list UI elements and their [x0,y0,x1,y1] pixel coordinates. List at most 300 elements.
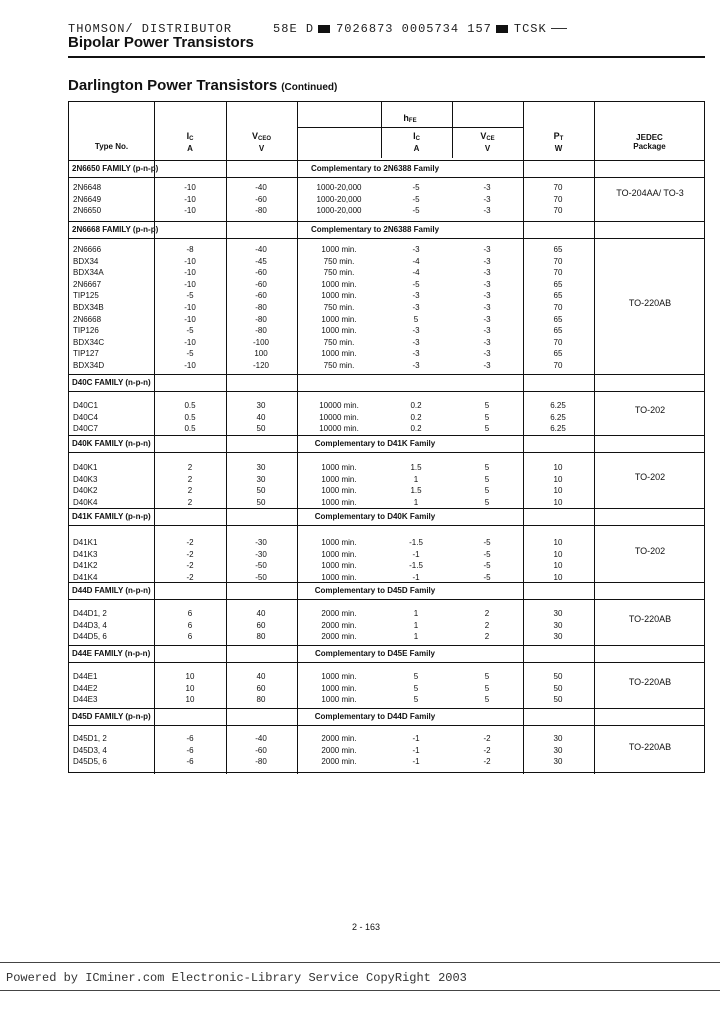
value-cell: -3 [412,361,420,370]
package-cell: TO-220AB [628,741,672,752]
value-cell: 1000 min. [321,463,357,472]
value-cell: -5 [186,349,194,359]
value-cell: -60 [255,268,267,278]
value-cell: 80 [256,695,266,705]
value-cell: -5 [483,538,491,547]
family-heading: D44E FAMILY (n-p-n) [72,649,151,658]
type-number-cell: BDX34C [73,337,105,347]
value-cell: 5 [484,401,490,410]
value-cell: -5 [412,194,420,204]
value-cell: 2000 min. [321,609,357,618]
value-cell: 1 [413,632,419,642]
value-cell: 1.5 [410,463,422,472]
value-cell: -3 [412,326,420,336]
value-cell: 5 [484,695,490,705]
type-number-cell: D40K1 [73,463,98,472]
footer-text: Powered by ICminer.com Electronic-Library Service CopyRight 2003 [6,971,467,985]
package-cell: TO-220AB [628,298,672,308]
type-number-cell: TIP127 [73,349,99,359]
value-cell: -6 [186,734,194,743]
value-cell: -60 [255,291,267,301]
value-cell: 10 [553,474,563,484]
value-cell: 1000 min. [321,672,357,681]
value-cell: 60 [256,683,266,693]
family-divider [69,435,705,436]
value-cell: 10 [185,672,195,681]
type-number-cell: BDX34D [73,361,105,370]
value-cell: 5 [484,672,490,681]
value-cell: 30 [553,757,563,767]
family-complement-note: Complementary to D45E Family [314,649,436,658]
value-cell: 2 [484,620,490,630]
value-cell: -40 [255,245,267,254]
section-subtitle: (Continued) [281,82,338,93]
value-cell: 80 [256,632,266,642]
value-cell: 1000 min. [321,572,357,582]
value-cell: -2 [483,734,491,743]
value-cell: -4 [412,256,420,266]
value-cell: -10 [184,268,196,278]
family-heading: D41K FAMILY (p-n-p) [72,512,151,521]
value-cell: 65 [553,245,563,254]
value-cell: 6 [187,609,193,618]
value-cell: 6.25 [550,401,566,410]
type-number-cell: D44E3 [73,695,98,705]
value-cell: 5 [484,474,490,484]
value-cell: -60 [255,279,267,289]
document-title: Bipolar Power Transistors [68,34,254,51]
value-cell: -3 [483,183,491,192]
type-number-cell: D44D3, 4 [73,620,107,630]
family-heading: D40C FAMILY (n-p-n) [72,378,151,387]
family-heading: 2N6650 FAMILY (p-n-p) [72,164,159,173]
value-cell: 1000 min. [321,474,357,484]
family-divider [69,708,705,709]
value-cell: -40 [255,734,267,743]
value-cell: 1000 min. [321,695,357,705]
family-heading-divider [69,391,705,392]
family-divider [69,160,705,161]
type-number-cell: BDX34A [73,268,104,278]
value-cell: 70 [553,206,563,216]
value-cell: 65 [553,314,563,324]
type-number-cell: D40C1 [73,401,98,410]
value-cell: 30 [553,734,563,743]
package-cell: TO-220AB [628,677,672,687]
value-cell: 5 [484,424,490,434]
type-number-cell: D44E1 [73,672,98,681]
value-cell: 1 [413,474,419,484]
transistor-table [68,101,705,773]
value-cell: 2 [187,474,193,484]
value-cell: -80 [255,757,267,767]
value-cell: -1 [412,734,420,743]
family-heading: 2N6668 FAMILY (p-n-p) [72,225,159,234]
title-rule [68,56,705,58]
family-complement-note: Complementary to D44D Family [314,712,436,721]
value-cell: -1 [412,757,420,767]
value-cell: -10 [184,314,196,324]
value-cell: 10 [185,695,195,705]
type-number-cell: TIP126 [73,326,99,336]
value-cell: 10 [553,538,563,547]
value-cell: 0.5 [184,412,196,422]
family-complement-note: Complementary to D41K Family [314,439,436,448]
value-cell: 50 [553,683,563,693]
value-cell: 30 [553,609,563,618]
col-divider [297,102,298,774]
family-heading-divider [69,238,705,239]
type-number-cell: D40K2 [73,486,98,496]
package-cell: TO-202 [634,472,666,482]
col-header-vceo: $V_{CEO}$ V [251,131,272,153]
value-cell: -10 [184,337,196,347]
value-cell: 0.5 [184,401,196,410]
value-cell: -3 [483,291,491,301]
black-block-icon [496,25,508,33]
value-cell: 40 [256,412,266,422]
header-code-mid: 58E D [273,22,315,36]
family-heading: D40K FAMILY (n-p-n) [72,439,151,448]
type-number-cell: TIP125 [73,291,99,301]
value-cell: 40 [256,672,266,681]
value-cell: -3 [412,337,420,347]
value-cell: -80 [255,303,267,312]
type-number-cell: D40C4 [73,412,98,422]
header-code-number: 7026873 0005734 157 [336,22,492,36]
value-cell: -2 [483,745,491,755]
value-cell: -5 [412,279,420,289]
value-cell: 2000 min. [321,757,357,767]
col-divider [523,102,524,774]
value-cell: 5 [484,497,490,507]
footer-rule-bottom [0,990,720,991]
value-cell: -2 [186,561,194,571]
value-cell: -1 [412,572,420,582]
family-divider [69,374,705,375]
value-cell: 1000-20,000 [316,206,362,216]
value-cell: 1 [413,609,419,618]
value-cell: -8 [186,245,194,254]
value-cell: 2 [484,632,490,642]
value-cell: 65 [553,291,563,301]
value-cell: 1000 min. [321,291,357,301]
value-cell: 2000 min. [321,734,357,743]
family-heading-divider [69,525,705,526]
value-cell: -3 [483,268,491,278]
header-distributor: THOMSON/ DISTRIBUTOR [68,22,233,36]
value-cell: 2000 min. [321,745,357,755]
value-cell: 1 [413,620,419,630]
value-cell: 60 [256,620,266,630]
package-cell: TO-220AB [628,614,672,624]
value-cell: 5 [413,672,419,681]
family-complement-note: Complementary to D40K Family [314,512,436,521]
value-cell: 0.2 [410,412,422,422]
value-cell: -3 [483,326,491,336]
value-cell: -6 [186,757,194,767]
value-cell: -3 [412,245,420,254]
value-cell: 1000 min. [321,349,357,359]
value-cell: -3 [483,303,491,312]
value-cell: 10 [553,486,563,496]
value-cell: -10 [184,206,196,216]
type-number-cell: D40C7 [73,424,98,434]
type-number-cell: D41K2 [73,561,98,571]
value-cell: 2 [187,497,193,507]
type-number-cell: D44E2 [73,683,98,693]
value-cell: -5 [186,326,194,336]
type-number-cell: D45D1, 2 [73,734,107,743]
value-cell: -3 [483,314,491,324]
value-cell: 50 [553,672,563,681]
value-cell: -3 [483,256,491,266]
value-cell: -30 [255,549,267,559]
value-cell: -40 [255,183,267,192]
value-cell: -3 [412,349,420,359]
value-cell: 1.5 [410,486,422,496]
col-divider [154,102,155,774]
type-number-cell: D41K4 [73,572,98,582]
value-cell: 2000 min. [321,632,357,642]
black-block-icon [318,25,330,33]
value-cell: 1000 min. [321,314,357,324]
type-number-cell: D41K3 [73,549,98,559]
family-heading-divider [69,599,705,600]
value-cell: 100 [254,349,268,359]
value-cell: -4 [412,268,420,278]
family-heading-divider [69,725,705,726]
col-header-type: Type No. [94,142,129,151]
family-heading: D44D FAMILY (n-p-n) [72,586,151,595]
value-cell: 0.2 [410,401,422,410]
value-cell: 1000 min. [321,683,357,693]
family-divider [69,582,705,583]
family-heading-divider [69,662,705,663]
value-cell: 5 [413,314,419,324]
value-cell: 1000 min. [321,538,357,547]
value-cell: 10000 min. [319,401,359,410]
value-cell: 750 min. [323,361,355,370]
package-cell: TO-204AA/ TO-3 [616,188,684,198]
family-complement-note: Complementary to 2N6388 Family [310,225,440,234]
col-header-pt: $P_T$ W [553,131,564,153]
value-cell: -3 [483,361,491,370]
value-cell: 1000 min. [321,486,357,496]
value-cell: -50 [255,572,267,582]
family-divider [69,221,705,222]
value-cell: -1.5 [409,561,423,571]
value-cell: -5 [412,183,420,192]
value-cell: 70 [553,361,563,370]
value-cell: 1000 min. [321,549,357,559]
value-cell: 70 [553,303,563,312]
footer-rule [0,962,720,963]
value-cell: -3 [483,245,491,254]
type-number-cell: 2N6666 [73,245,102,254]
value-cell: 10 [553,561,563,571]
value-cell: 10000 min. [319,424,359,434]
value-cell: -80 [255,314,267,324]
value-cell: -2 [483,757,491,767]
value-cell: -3 [412,291,420,301]
value-cell: -1 [412,549,420,559]
col-divider [226,102,227,774]
col-header-ic: $I_C$ A [186,131,194,153]
family-heading-divider [69,177,705,178]
type-number-cell: BDX34 [73,256,99,266]
value-cell: 10000 min. [319,412,359,422]
value-cell: 10 [185,683,195,693]
section-title [68,77,337,94]
value-cell: 40 [256,609,266,618]
value-cell: 10 [553,497,563,507]
value-cell: -80 [255,206,267,216]
value-cell: 0.2 [410,424,422,434]
value-cell: 750 min. [323,337,355,347]
value-cell: -60 [255,194,267,204]
value-cell: 30 [553,745,563,755]
value-cell: -60 [255,745,267,755]
type-number-cell: D44D5, 6 [73,632,107,642]
hfe-divider [297,127,523,128]
value-cell: 5 [484,486,490,496]
header-dash [551,28,567,29]
value-cell: -5 [483,549,491,559]
value-cell: -3 [483,194,491,204]
value-cell: 1000 min. [321,279,357,289]
family-divider [69,645,705,646]
value-cell: 2 [187,463,193,472]
value-cell: 65 [553,279,563,289]
value-cell: 30 [553,632,563,642]
value-cell: -1 [412,745,420,755]
type-number-cell: 2N6650 [73,206,102,216]
value-cell: 30 [553,620,563,630]
package-cell: TO-202 [634,405,666,415]
value-cell: -5 [483,561,491,571]
value-cell: -1.5 [409,538,423,547]
value-cell: 10 [553,463,563,472]
value-cell: -100 [252,337,270,347]
type-number-cell: 2N6649 [73,194,102,204]
value-cell: 2 [484,609,490,618]
value-cell: 750 min. [323,303,355,312]
value-cell: -10 [184,194,196,204]
value-cell: 10 [553,572,563,582]
value-cell: 70 [553,194,563,204]
type-number-cell: D40K3 [73,474,98,484]
value-cell: 1000 min. [321,245,357,254]
value-cell: 6.25 [550,424,566,434]
family-complement-note: Complementary to 2N6388 Family [310,164,440,173]
value-cell: 1000 min. [321,326,357,336]
header-code-tag: TCSK [513,22,547,36]
family-heading-divider [69,452,705,453]
value-cell: -30 [255,538,267,547]
family-complement-note: Complementary to D45D Family [314,586,436,595]
type-number-cell: D45D3, 4 [73,745,107,755]
value-cell: -3 [483,279,491,289]
value-cell: 50 [553,695,563,705]
value-cell: -6 [186,745,194,755]
value-cell: 50 [256,486,266,496]
type-number-cell: D40K4 [73,497,98,507]
col-header-hfe-ic: $I_C$ A [413,131,420,153]
value-cell: 70 [553,268,563,278]
family-heading: D45D FAMILY (p-n-p) [72,712,151,721]
col-header-hfe: $h_{FE}$ [403,113,417,124]
value-cell: -10 [184,183,196,192]
value-cell: 1000-20,000 [316,183,362,192]
value-cell: 70 [553,337,563,347]
value-cell: 30 [256,401,266,410]
value-cell: -45 [255,256,267,266]
value-cell: -10 [184,256,196,266]
value-cell: 5 [484,463,490,472]
value-cell: 50 [256,424,266,434]
type-number-cell: 2N6648 [73,183,102,192]
value-cell: 0.5 [184,424,196,434]
family-divider [69,508,705,509]
section-title-text: Darlington Power Transistors [68,77,278,94]
value-cell: 2 [187,486,193,496]
value-cell: -2 [186,538,194,547]
type-number-cell: 2N6667 [73,279,102,289]
page-number: 2 - 163 [352,922,381,932]
value-cell: -80 [255,326,267,336]
value-cell: 6 [187,620,193,630]
type-number-cell: D44D1, 2 [73,609,107,618]
type-number-cell: BDX34B [73,303,104,312]
value-cell: 5 [484,412,490,422]
col-header-jedec: JEDEC Package [633,133,666,151]
type-number-cell: D45D5, 6 [73,757,107,767]
value-cell: 1000 min. [321,497,357,507]
value-cell: 5 [413,695,419,705]
value-cell: -5 [483,572,491,582]
value-cell: 1 [413,497,419,507]
value-cell: 2000 min. [321,620,357,630]
value-cell: 10 [553,549,563,559]
value-cell: -10 [184,361,196,370]
value-cell: -120 [252,361,270,370]
value-cell: 6 [187,632,193,642]
value-cell: 5 [484,683,490,693]
type-number-cell: D41K1 [73,538,98,547]
value-cell: -5 [412,206,420,216]
value-cell: 1000 min. [321,561,357,571]
col-header-vce: $V_{CE}$ V [480,131,495,153]
type-number-cell: 2N6668 [73,314,102,324]
value-cell: -2 [186,549,194,559]
value-cell: -5 [186,291,194,301]
value-cell: -3 [412,303,420,312]
value-cell: 750 min. [323,268,355,278]
value-cell: 50 [256,497,266,507]
value-cell: 750 min. [323,256,355,266]
value-cell: -10 [184,279,196,289]
col-divider [594,102,595,774]
value-cell: 30 [256,463,266,472]
package-cell: TO-202 [634,545,666,556]
value-cell: -50 [255,561,267,571]
value-cell: 65 [553,326,563,336]
value-cell: 6.25 [550,412,566,422]
value-cell: 65 [553,349,563,359]
value-cell: 1000-20,000 [316,194,362,204]
value-cell: -3 [483,349,491,359]
